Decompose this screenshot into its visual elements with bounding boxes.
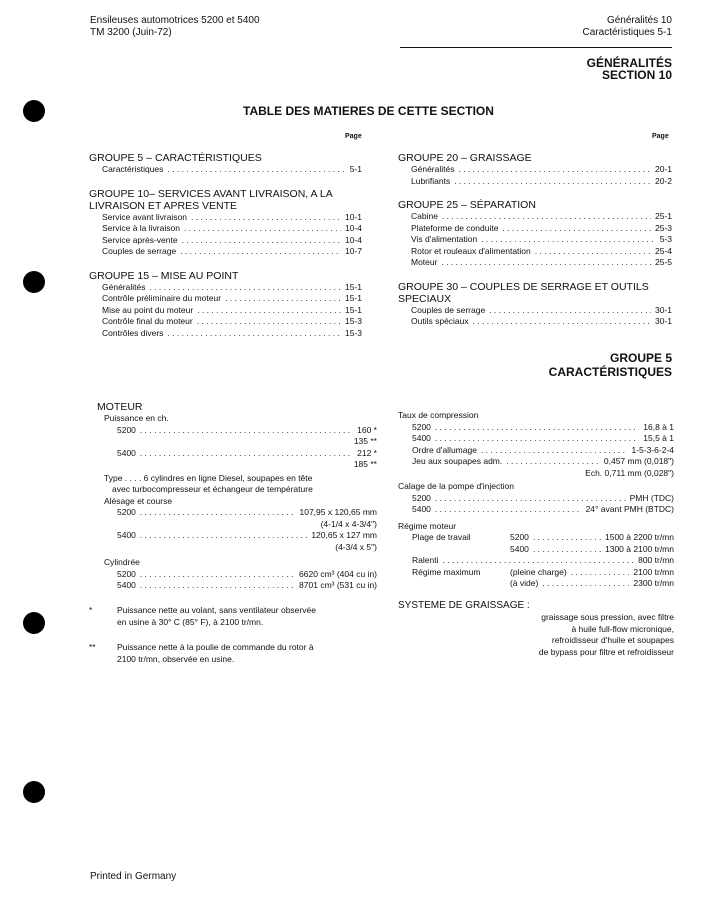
toc-entry-page: 25-4 (654, 245, 672, 256)
toc-entry-page: 25-3 (654, 222, 672, 233)
toc-entry-page: 5-1 (349, 164, 362, 174)
jeu-echappement: Ech. 0,711 mm (0,028") (585, 467, 674, 478)
cylindree-5400 (97, 580, 377, 592)
alesage-5400-inch: (4-3/4 x 5") (335, 541, 377, 552)
type-line: Type . . . . 6 cylindres en ligne Diesel, soupapes en tête (104, 472, 313, 483)
model-label: 5400 (117, 580, 136, 590)
toc-entry-page: 30-1 (654, 304, 672, 315)
model-label: 5200 (510, 532, 529, 542)
toc-right-column (398, 152, 672, 328)
toc-entry-page: 10-4 (344, 223, 362, 233)
section-title (587, 57, 672, 81)
ralenti-value: 800 tr/mn (638, 555, 674, 565)
toc-entry-label: Service après-vente (102, 234, 178, 245)
model-label: 5400 (412, 433, 431, 443)
toc-entry-page: 10-4 (344, 234, 362, 245)
regime-max-vide (398, 578, 674, 590)
toc-entry-label: Outils spéciaux (411, 316, 469, 326)
toc-entry-page: 20-2 (654, 175, 672, 186)
toc-entry (89, 293, 362, 305)
jeu-soupapes (398, 456, 674, 468)
toc-entry-page: 25-1 (654, 211, 672, 221)
toc-entry (89, 223, 362, 235)
puissance-5400-alt: 185 ** (353, 459, 377, 469)
ordre-label: Ordre d'allumage (412, 444, 477, 455)
toc-group-10 (89, 188, 362, 258)
footnote-1 (89, 605, 379, 628)
regime-max-charge (398, 567, 674, 579)
taux-label: Taux de compression (398, 410, 479, 420)
toc-page-label-left: Page (345, 133, 362, 140)
toc-group-title: GROUPE 30 – COUPLES DE SERRAGE ET OUTILS SPECIAUX (398, 280, 649, 305)
max-condition: (à vide) (510, 578, 539, 588)
section-title-line2: SECTION 10 (601, 68, 672, 82)
cylindree-value: 6620 cm³ (404 cu in) (299, 568, 377, 579)
toc-group-25 (398, 199, 672, 269)
max-condition: (pleine charge) (510, 566, 567, 577)
toc-entry (89, 246, 362, 258)
model-label: 5200 (117, 424, 136, 435)
toc-group-30 (398, 281, 672, 328)
graissage-text: refroidisseur d'huile et soupapes (551, 635, 674, 645)
punch-hole (23, 271, 45, 293)
toc-entry-label: Cabine (411, 211, 438, 221)
toc-entry (398, 246, 672, 258)
punch-hole (23, 100, 45, 122)
toc-entry-page: 15-3 (344, 327, 362, 338)
alesage-label: Alésage et course (104, 495, 173, 506)
alesage-5400 (97, 530, 377, 542)
toc-entry (398, 257, 672, 269)
toc-entry-label: Généralités (411, 164, 455, 174)
toc-entry-page: 15-1 (344, 293, 362, 303)
max-label: Régime maximum (412, 566, 481, 577)
calage-value: 24° avant PMH (BTDC) (585, 504, 674, 514)
toc-entry (398, 234, 672, 246)
moteur-title: MOTEUR (97, 401, 143, 413)
toc-entry-label: Mise au point du moteur (102, 304, 194, 315)
header-section: Généralités 10 (606, 15, 672, 26)
footnote-text: en usine à 30° C (85° F), à 2100 tr/mn. (117, 616, 264, 627)
toc-entry-label: Contrôle final du moteur (102, 316, 193, 326)
toc-entry-label: Moteur (411, 257, 438, 267)
engine-specs (398, 410, 674, 590)
toc-entry-label: Contrôles divers (102, 327, 164, 338)
toc-group-20 (398, 152, 672, 187)
ralenti-label: Ralenti (412, 555, 439, 565)
toc-page-label-right: Page (652, 133, 669, 140)
type-line-2: avec turbocompresseur et échangeur de température (112, 484, 313, 494)
footnote-mark: ** (89, 642, 96, 652)
header-left (90, 15, 260, 39)
toc-entry-label: Service avant livraison (102, 211, 188, 222)
toc-entry-page: 20-1 (654, 164, 672, 174)
plage-value: 1500 à 2200 tr/mn (605, 532, 674, 542)
graissage-text: graissage sous pression, avec filtre (541, 612, 674, 622)
toc-group-15 (89, 270, 362, 340)
manual-reference: TM 3200 (Juin-72) (90, 27, 172, 38)
toc-title: TABLE DES MATIERES DE CETTE SECTION (243, 104, 494, 118)
taux-value: 15,5 à 1 (643, 433, 674, 443)
toc-group-title: GROUPE 20 – GRAISSAGE (398, 152, 532, 164)
toc-entry-page: 5-3 (659, 234, 672, 244)
toc-entry-label: Contrôle préliminaire du moteur (102, 293, 222, 303)
model-label: 5200 (117, 507, 136, 517)
plage-5400 (398, 544, 674, 556)
puissance-5200 (97, 425, 377, 437)
footnote-text: Puissance nette à la poulie de commande du rotor à (117, 642, 314, 652)
toc-entry-label: Vis d'alimentation (411, 234, 478, 244)
toc-entry (89, 328, 362, 340)
toc-entry-label: Plateforme de conduite (411, 222, 499, 233)
ordre-allumage (398, 445, 674, 457)
taux-5200 (398, 422, 674, 434)
puissance-value: 212 * (357, 447, 377, 458)
toc-entry-page: 15-3 (344, 316, 362, 326)
graissage-title: SYSTEME DE GRAISSAGE : (398, 600, 530, 611)
toc-entry (398, 316, 672, 328)
toc-entry (398, 211, 672, 223)
toc-entry (89, 305, 362, 317)
toc-entry-label: Rotor et rouleaux d'alimentation (411, 245, 531, 256)
footnote-text: 2100 tr/mn, observée en usine. (117, 653, 235, 664)
toc-entry-page: 25-5 (654, 257, 672, 267)
alesage-value: 107,95 x 120,65 mm (299, 507, 377, 517)
plage-5200 (398, 532, 674, 544)
toc-left-column (89, 152, 362, 339)
model-label: 5200 (412, 421, 431, 432)
footnote-2 (89, 642, 379, 665)
toc-entry (89, 282, 362, 294)
alesage-value: 120,65 x 127 mm (311, 530, 377, 540)
alesage-5200 (97, 507, 377, 519)
calage-label: Calage de la pompe d'injection (398, 481, 514, 491)
toc-entry-label: Généralités (102, 281, 146, 292)
calage-5400 (398, 504, 674, 516)
plage-label: Plage de travail (412, 532, 471, 542)
regime-label: Régime moteur (398, 520, 457, 531)
toc-entry-page: 15-1 (344, 281, 362, 292)
puissance-5400 (97, 448, 377, 460)
alesage-5200-inch: (4-1/4 x 4-3/4") (320, 518, 377, 529)
toc-entry (89, 235, 362, 247)
toc-group-5 (89, 152, 362, 176)
puissance-value: 160 * (357, 424, 377, 435)
jeu-value: 0,457 mm (0,018") (603, 456, 674, 466)
toc-entry (89, 164, 362, 176)
model-label: 5400 (412, 504, 431, 514)
plage-value: 1300 à 2100 tr/mn (605, 543, 674, 554)
toc-entry (398, 164, 672, 176)
model-label: 5400 (510, 543, 529, 554)
punch-hole (23, 781, 45, 803)
toc-entry (398, 176, 672, 188)
model-label: 5200 (412, 492, 431, 503)
max-value: 2100 tr/mn (633, 566, 674, 577)
max-value: 2300 tr/mn (633, 578, 674, 588)
manual-title: Ensileuses automotrices 5200 et 5400 (90, 15, 260, 26)
graissage-text: à huile full-flow micronique, (571, 623, 674, 634)
toc-entry-label: Couples de serrage (411, 304, 486, 315)
toc-entry (398, 305, 672, 317)
group5-title: GROUPE 5 (609, 351, 672, 365)
model-label: 5400 (117, 530, 136, 540)
toc-entry-page: 30-1 (654, 316, 672, 326)
calage-value: PMH (TDC) (629, 492, 674, 503)
toc-group-title: GROUPE 10– SERVICES AVANT LIVRAISON, A LA LIVRAISON ET APRES VENTE (89, 187, 333, 212)
toc-entry-page: 10-1 (344, 211, 362, 222)
ordre-value: 1-5-3-6-2-4 (631, 444, 674, 455)
calage-5200 (398, 493, 674, 505)
taux-value: 16,8 à 1 (643, 421, 674, 432)
model-label: 5400 (117, 447, 136, 458)
ralenti (398, 555, 674, 567)
moteur-specs (97, 401, 377, 592)
group5-heading (549, 351, 672, 379)
footnote-text: Puissance nette au volant, sans ventilateur observée (117, 605, 316, 615)
toc-entry-label: Caractéristiques (102, 164, 164, 174)
puissance-label: Puissance en ch. (104, 413, 169, 423)
toc-entry-label: Service à la livraison (102, 223, 180, 233)
header-right (583, 15, 672, 39)
puissance-5200-alt: 135 ** (353, 436, 377, 446)
header-page: Caractéristiques 5-1 (582, 27, 672, 38)
toc-group-title: GROUPE 15 – MISE AU POINT (89, 269, 239, 282)
punch-hole (23, 612, 45, 634)
cylindree-label: Cylindrée (104, 557, 140, 567)
group5-subtitle: CARACTÉRISTIQUES (548, 365, 672, 379)
model-label: 5200 (117, 568, 136, 579)
toc-entry (89, 316, 362, 328)
cylindree-value: 8701 cm³ (531 cu in) (299, 580, 377, 590)
toc-entry-page: 15-1 (344, 304, 362, 315)
toc-group-title: GROUPE 25 – SÉPARATION (398, 199, 536, 211)
header-rule (400, 47, 672, 48)
footnote-mark: * (89, 605, 93, 615)
toc-entry-label: Lubrifiants (411, 175, 451, 186)
taux-5400 (398, 433, 674, 445)
cylindree-5200 (97, 569, 377, 581)
toc-entry-label: Couples de serrage (102, 246, 177, 256)
toc-group-title: GROUPE 5 – CARACTÉRISTIQUES (89, 152, 262, 164)
toc-entry-page: 10-7 (344, 246, 362, 256)
toc-entry (89, 212, 362, 224)
jeu-label: Jeu aux soupapes adm. (412, 456, 503, 466)
footer-printed: Printed in Germany (90, 871, 177, 882)
toc-entry (398, 223, 672, 235)
graissage-text: de bypass pour filtre et refroidisseur (538, 646, 674, 657)
graissage-block (398, 600, 674, 658)
section-title-line1: GÉNÉRALITÉS (586, 56, 672, 70)
